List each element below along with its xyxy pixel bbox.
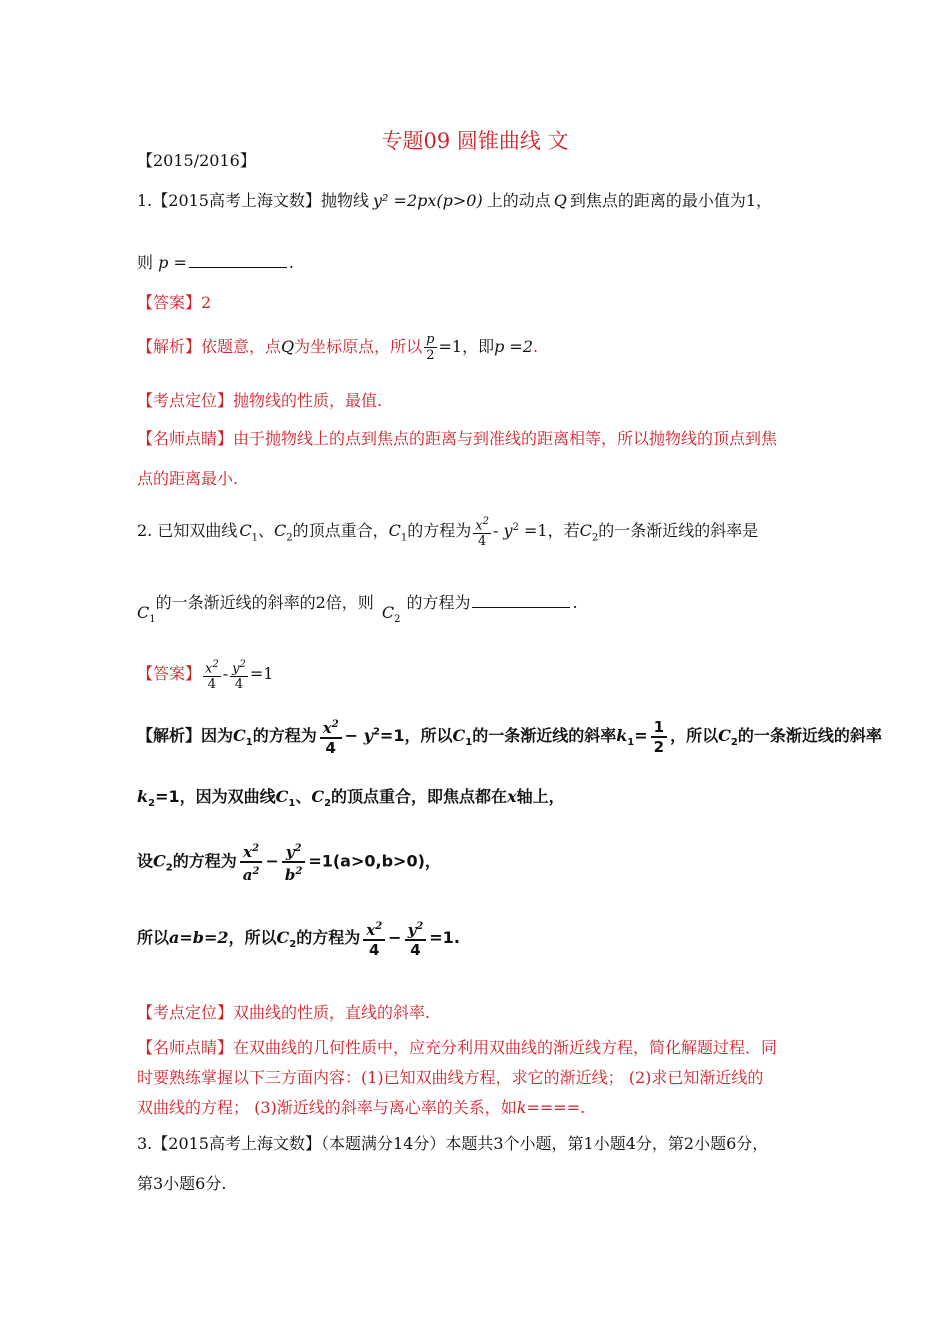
analysis-text: ，因为双曲线 — [179, 787, 276, 806]
analysis-text: 的一条渐近线的斜率 — [737, 726, 882, 745]
a-b-values: a=b=2 — [169, 928, 229, 947]
sub-2: 2 — [324, 798, 332, 810]
analysis-result: p =2 — [494, 337, 534, 356]
sub-1: 1 — [149, 614, 156, 626]
eq-one: =1 — [249, 664, 274, 684]
q2-prefix: 2. 已知双曲线 — [137, 521, 238, 541]
analysis-eq: =1，即 — [438, 337, 495, 356]
sub-2: 2 — [165, 862, 173, 874]
sub-1: 1 — [465, 737, 473, 749]
square: 2 — [295, 866, 303, 877]
analysis-text: 的方程为 — [296, 928, 361, 947]
q1-p-eq: p = — [158, 253, 187, 272]
square: 2 — [294, 843, 302, 854]
frac-den: 4 — [230, 676, 248, 692]
q1-mingshi-line1 — [137, 428, 777, 450]
q1-then: 则 — [137, 253, 154, 272]
y-var: y — [407, 921, 417, 939]
analysis-text: 轴上， — [516, 787, 565, 806]
q1-line2 — [137, 252, 294, 274]
c1-symbol: C — [137, 603, 150, 622]
answer-value: 2 — [201, 293, 212, 312]
analysis-text: ，所以 — [404, 726, 453, 745]
analysis-text: 所以 — [137, 928, 170, 947]
c1-symbol: C — [275, 787, 289, 806]
c2-symbol: C — [718, 726, 731, 745]
kaodian-label: 【考点定位】 — [137, 391, 234, 410]
analysis-text: 设 — [137, 851, 154, 871]
kaodian-text: 双曲线的性质，直线的斜率. — [233, 1003, 431, 1022]
q3-line2: 第3小题6分. — [137, 1174, 227, 1193]
fraction-x2-over-4 — [320, 716, 342, 757]
sub-2: 2 — [148, 798, 156, 810]
q1-analysis — [137, 332, 538, 363]
c1-symbol: C — [233, 726, 246, 745]
q2-line2 — [137, 592, 578, 626]
q2-mingshi-line3 — [137, 1097, 585, 1119]
frac-den: 4 — [473, 533, 491, 549]
q1-period: . — [288, 253, 294, 272]
analysis-label: 【解析】 — [137, 337, 202, 356]
frac-den: 2 — [424, 347, 436, 363]
analysis-q: Q — [281, 337, 295, 356]
q2-text: 的一条渐近线的斜率的2倍，则 — [155, 593, 374, 612]
square: 2 — [331, 719, 339, 730]
comma: ， — [424, 851, 441, 871]
q2-eq: =1，若 — [524, 521, 580, 541]
answer-label: 【答案】 — [137, 664, 202, 684]
q2-text: 的顶点重合， — [292, 521, 389, 541]
q1-kaodian — [137, 390, 382, 412]
q3-line1: 3.【2015高考上海文数】（本题满分14分）本题共3个小题，第1小题4分，第2小题6分， — [137, 1134, 769, 1153]
sub-2: 2 — [591, 532, 599, 544]
square: 2 — [252, 866, 260, 877]
minus: − — [265, 851, 279, 871]
sub-1: 1 — [627, 737, 635, 749]
q2-period: . — [572, 593, 578, 612]
q2-text: 的一条渐近线的斜率是 — [598, 521, 759, 541]
q1-prefix: 1.【2015高考上海文数】抛物线 — [137, 191, 369, 210]
analysis-text: 的一条渐近线的斜率 — [472, 726, 617, 745]
frac-den: 2 — [651, 736, 667, 756]
eq-one: =1 — [379, 726, 405, 745]
y-var: y — [285, 843, 295, 861]
period: . — [453, 928, 460, 947]
square: 2 — [375, 921, 383, 932]
frac-den: 4 — [203, 676, 221, 692]
q1-parabola-equation: y² =2px(p>0) — [373, 191, 483, 210]
fraction-x2-over-4 — [473, 514, 491, 549]
c2-symbol: C — [274, 521, 287, 541]
analysis-text: 依题意，点 — [201, 337, 282, 356]
equals: = — [634, 726, 648, 745]
sub-1: 1 — [251, 532, 258, 544]
q2-text: 的方程为 — [406, 593, 471, 612]
sub-1: 1 — [400, 532, 408, 544]
c2-symbol: C — [153, 851, 166, 871]
q2-line1 — [137, 514, 758, 549]
year-tag: 【2015/2016】 — [137, 151, 256, 170]
minus-y: - y — [493, 521, 513, 541]
b-var: b — [284, 866, 296, 884]
fraction-y2-over-b2 — [282, 840, 305, 884]
sub-1: 1 — [288, 798, 296, 810]
mingshi-label: 【名师点睛】 — [137, 429, 234, 448]
y-var: y — [232, 661, 240, 677]
analysis-text: ，所以 — [228, 928, 277, 947]
analysis-text: 因为 — [201, 726, 234, 745]
q1-line1 — [137, 190, 772, 212]
mingshi-label: 【名师点睛】 — [137, 1038, 234, 1057]
analysis-text: 的方程为 — [252, 726, 317, 745]
q2-analysis-line3 — [137, 840, 441, 884]
fraction-x2-over-a2 — [240, 840, 263, 884]
analysis-text: 的方程为 — [172, 851, 237, 871]
analysis-text: 为坐标原点，所以 — [294, 337, 423, 356]
q2-mingshi-line2: 时要熟练掌握以下三方面内容：(1)已知双曲线方程，求它的渐近线； (2)求已知渐近线的 — [137, 1068, 764, 1087]
fraction-x2-over-4 — [203, 657, 221, 692]
fraction-p-over-2 — [424, 332, 436, 363]
fraction-y2-over-4 — [405, 918, 427, 959]
minus-y: − y — [344, 726, 373, 745]
eq-one: =1 — [155, 787, 180, 806]
x-var: x — [366, 921, 376, 939]
c1-symbol: C — [388, 521, 401, 541]
frac-num: 1 — [653, 717, 665, 736]
square: 2 — [512, 521, 519, 533]
q2-text: 的方程为 — [407, 521, 472, 541]
q2-kaodian — [137, 1002, 430, 1024]
a-var: a — [242, 866, 253, 884]
minus: - — [222, 664, 229, 684]
mingshi-text: 在双曲线的几何性质中，应充分利用双曲线的渐近线方程，简化解题过程．同 — [233, 1038, 778, 1057]
analysis-text: ，所以 — [670, 726, 719, 745]
x-var: x — [475, 518, 483, 534]
sub-2: 2 — [394, 614, 401, 626]
answer-label: 【答案】 — [137, 293, 202, 312]
x-var: x — [205, 661, 213, 677]
sep: 、 — [257, 521, 274, 541]
sub-2: 2 — [289, 939, 297, 951]
k-symbol: k — [616, 726, 628, 745]
square: 2 — [482, 516, 489, 527]
q1-mingshi-line2: 点的距离最小. — [137, 469, 239, 488]
q1-point-q: Q — [553, 191, 567, 210]
q2-analysis-line2 — [137, 786, 565, 815]
eq-one: =1 — [429, 928, 454, 947]
q2-answer-blank — [472, 593, 570, 608]
x-var: x — [322, 719, 332, 737]
q2-analysis-line1 — [137, 716, 882, 757]
c2-symbol: C — [579, 521, 592, 541]
square: 2 — [239, 659, 246, 670]
kaodian-label: 【考点定位】 — [137, 1003, 234, 1022]
q2-mingshi-line1 — [137, 1037, 777, 1059]
sep: 、 — [295, 787, 312, 806]
condition: =1(a>0,b>0) — [308, 851, 425, 871]
analysis-label: 【解析】 — [137, 726, 202, 745]
k-symbol: k — [137, 787, 149, 806]
sub-2: 2 — [730, 737, 738, 749]
frac-den: 4 — [320, 737, 342, 757]
x-var: x — [243, 843, 253, 861]
fraction-y2-over-4 — [230, 657, 248, 692]
mingshi-text: ====. — [526, 1098, 586, 1117]
c1-symbol: C — [452, 726, 466, 745]
c2-symbol: C — [381, 603, 395, 622]
frac-den: 4 — [363, 939, 385, 959]
square: 2 — [416, 921, 424, 932]
q1-answer — [137, 292, 211, 314]
square: 2 — [252, 843, 260, 854]
page-title: 专题09 圆锥曲线 文 — [381, 129, 569, 153]
fraction-x2-over-4 — [363, 918, 385, 959]
q1-suffix: 到焦点的距离的最小值为1， — [569, 191, 773, 210]
sub-2: 2 — [286, 532, 293, 544]
q1-answer-blank — [189, 253, 287, 268]
fraction-1-over-2 — [651, 718, 667, 756]
c1-symbol: C — [239, 521, 252, 541]
x-var: x — [507, 787, 517, 806]
square: 2 — [212, 659, 219, 670]
sub-1: 1 — [245, 737, 253, 749]
mingshi-text: 由于抛物线上的点到焦点的距离与到准线的距离相等，所以抛物线的顶点到焦 — [233, 429, 778, 448]
c2-symbol: C — [311, 787, 325, 806]
square: 2 — [372, 726, 380, 738]
c2-symbol: C — [276, 928, 290, 947]
analysis-period: . — [533, 337, 539, 356]
frac-den: 4 — [405, 939, 427, 959]
analysis-text: 的顶点重合，即焦点都在 — [331, 787, 508, 806]
minus: − — [388, 928, 402, 947]
kaodian-text: 抛物线的性质，最值. — [233, 391, 383, 410]
k-symbol: k — [516, 1098, 527, 1117]
frac-num: p — [426, 332, 435, 347]
q1-mid: 上的动点 — [486, 191, 551, 210]
mingshi-text: 双曲线的方程； (3)渐近线的斜率与离心率的关系，如 — [137, 1098, 517, 1117]
q2-analysis-line4 — [137, 918, 460, 959]
q2-answer — [137, 657, 273, 692]
